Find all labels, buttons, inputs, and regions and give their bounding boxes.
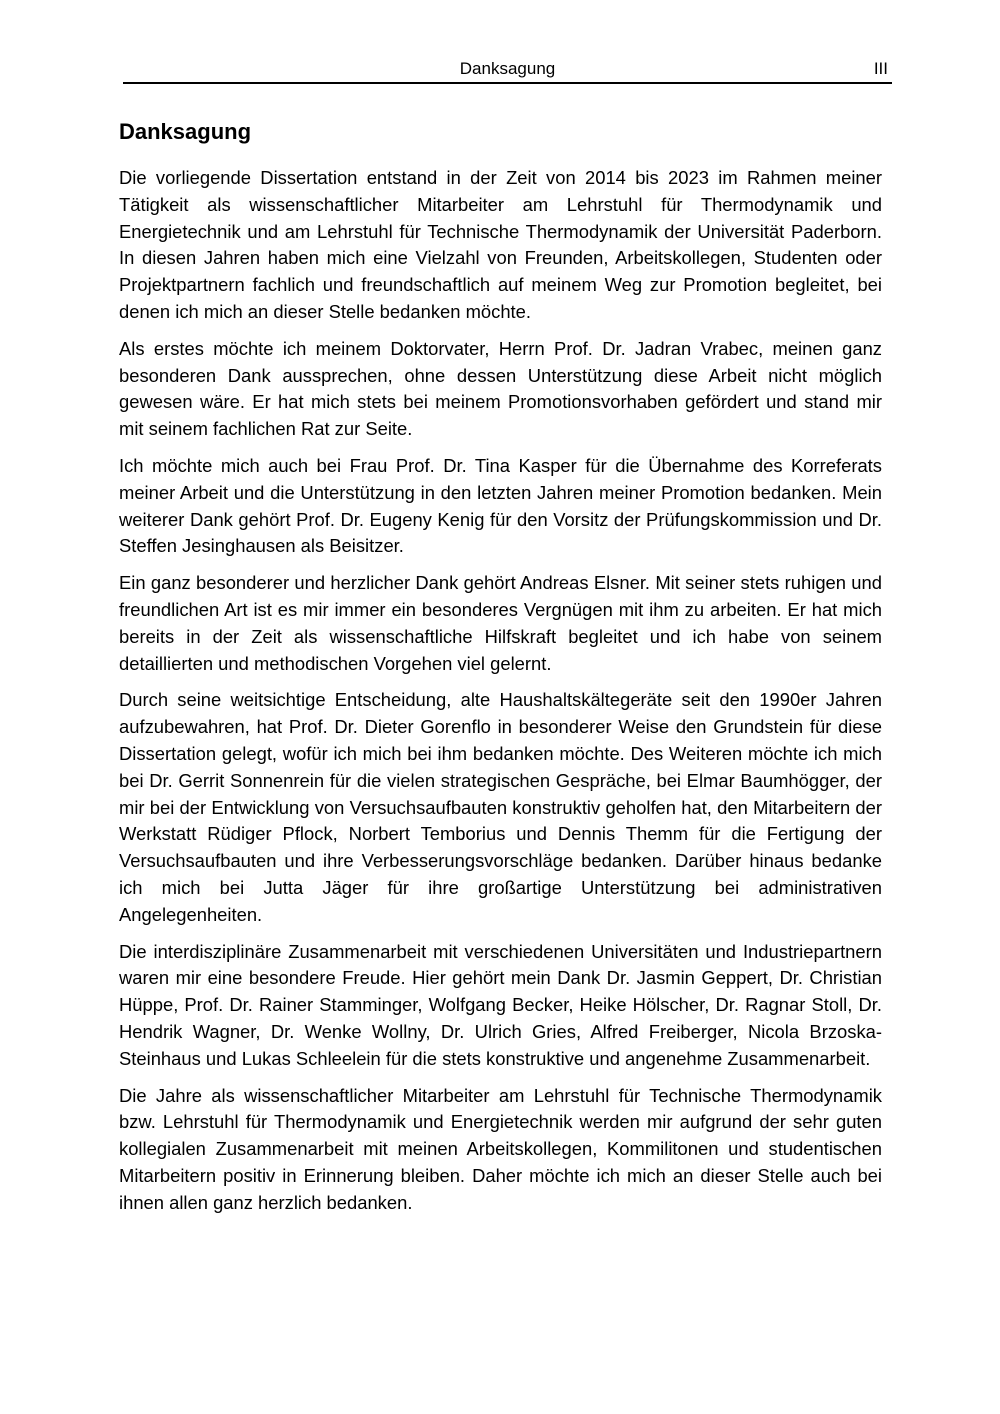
running-header <box>123 58 892 84</box>
paragraph: Ein ganz besonderer und herzlicher Dank gehört Andreas Elsner. Mit seiner stets ruhigen und freundlichen Art ist es mir immer ein besonderes Vergnügen mit ihm zu arbeiten. Er hat mich bereits in der Zeit als wissenschaftliche Hilfskraft begleitet und ich habe von seinem detaillierten und methodischen Vorgehen viel gelernt. <box>119 572 882 674</box>
paragraph: Ich möchte mich auch bei Frau Prof. Dr. Tina Kasper für die Übernahme des Korreferats meiner Arbeit und die Unterstützung in den letzten Jahren meiner Promotion bedanken. Mein weiterer Dank gehört Prof. Dr. Eugeny Kenig für den Vorsitz der Prüfungskommission und Dr. Steffen Jesinghausen als Beisitzer. <box>119 454 882 557</box>
page-content <box>119 117 882 1226</box>
paragraph: Die Jahre als wissenschaftlicher Mitarbeiter am Lehrstuhl für Technische Thermodynamik bzw. Lehrstuhl für Thermodynamik und Energietechnik werden mir aufgrund der sehr guten kollegialen Zusammenarbeit mit meinen Arbeitskollegen, Kommilitonen und studentischen Mitarbeitern positiv in Erinnerung bleiben. Daher möchte ich mich an dieser Stelle auch bei ihnen allen ganz herzlich bedanken. <box>119 1084 882 1213</box>
paragraph: Durch seine weitsichtige Entscheidung, alte Haushaltskältegeräte seit den 1990er Jahren aufzubewahren, hat Prof. Dr. Dieter Gorenflo in besonderer Weise den Grundstein für diese Dissertation gelegt, wofür ich mich bei ihm bedanken möchte. Des Weiteren möchte ich mich bei Dr. Gerrit Sonnenrein für die vielen strategischen Gespräche, bei Elmar Baumhögger, der mir bei der Entwicklung von Versuchsaufbauten konstruktiv geholfen hat, den Mitarbeitern der Werkstatt Rüdiger Pflock, Norbert Temborius und Dennis Themm für die Fertigung der Versuchsaufbauten und ihre Verbesserungsvorschläge bedanken. Darüber hinaus bedanke ich mich bei Jutta Jäger für ihre großartige Unterstützung bei administrativen Angelegenheiten. <box>119 689 882 925</box>
paragraph: Die interdisziplinäre Zusammenarbeit mit verschiedenen Universitäten und Industriepartnern waren mir eine besondere Freude. Hier gehört mein Dank Dr. Jasmin Geppert, Dr. Christian Hüppe, Prof. Dr. Rainer Stamminger, Wolfgang Becker, Heike Hölscher, Dr. Ragnar Stoll, Dr. Hendrik Wagner, Dr. Wenke Wollny, Dr. Ulrich Gries, Alfred Freiberger, Nicola Brzoska-Steinhaus und Lukas Schleelein für die stets konstruktive und angenehme Zusammenarbeit. <box>119 940 882 1069</box>
header-title: Danksagung <box>459 59 556 78</box>
paragraph: Als erstes möchte ich meinem Doktorvater, Herrn Prof. Dr. Jadran Vrabec, meinen ganz besonderen Dank aussprechen, ohne dessen Unterstützung diese Arbeit nicht möglich gewesen wäre. Er hat mich stets bei meinem Promotionsvorhaben gefördert und stand mir mit seinem fachlichen Rat zur Seite. <box>119 337 882 440</box>
section-heading: Danksagung <box>119 119 252 144</box>
page-number: III <box>873 59 888 78</box>
paragraph: Die vorliegende Dissertation entstand in der Zeit von 2014 bis 2023 im Rahmen meiner Tätigkeit als wissenschaftlicher Mitarbeiter am Lehrstuhl für Thermodynamik und Energietechnik und am Lehrstuhl für Technische Thermodynamik der Universität Paderborn. In diesen Jahren haben mich eine Vielzahl von Freunden, Arbeitskollegen, Studenten oder Projektpartnern fachlich und freundschaftlich auf meinem Weg zur Promotion begleitet, bei denen ich mich an dieser Stelle bedanken möchte. <box>119 167 882 322</box>
